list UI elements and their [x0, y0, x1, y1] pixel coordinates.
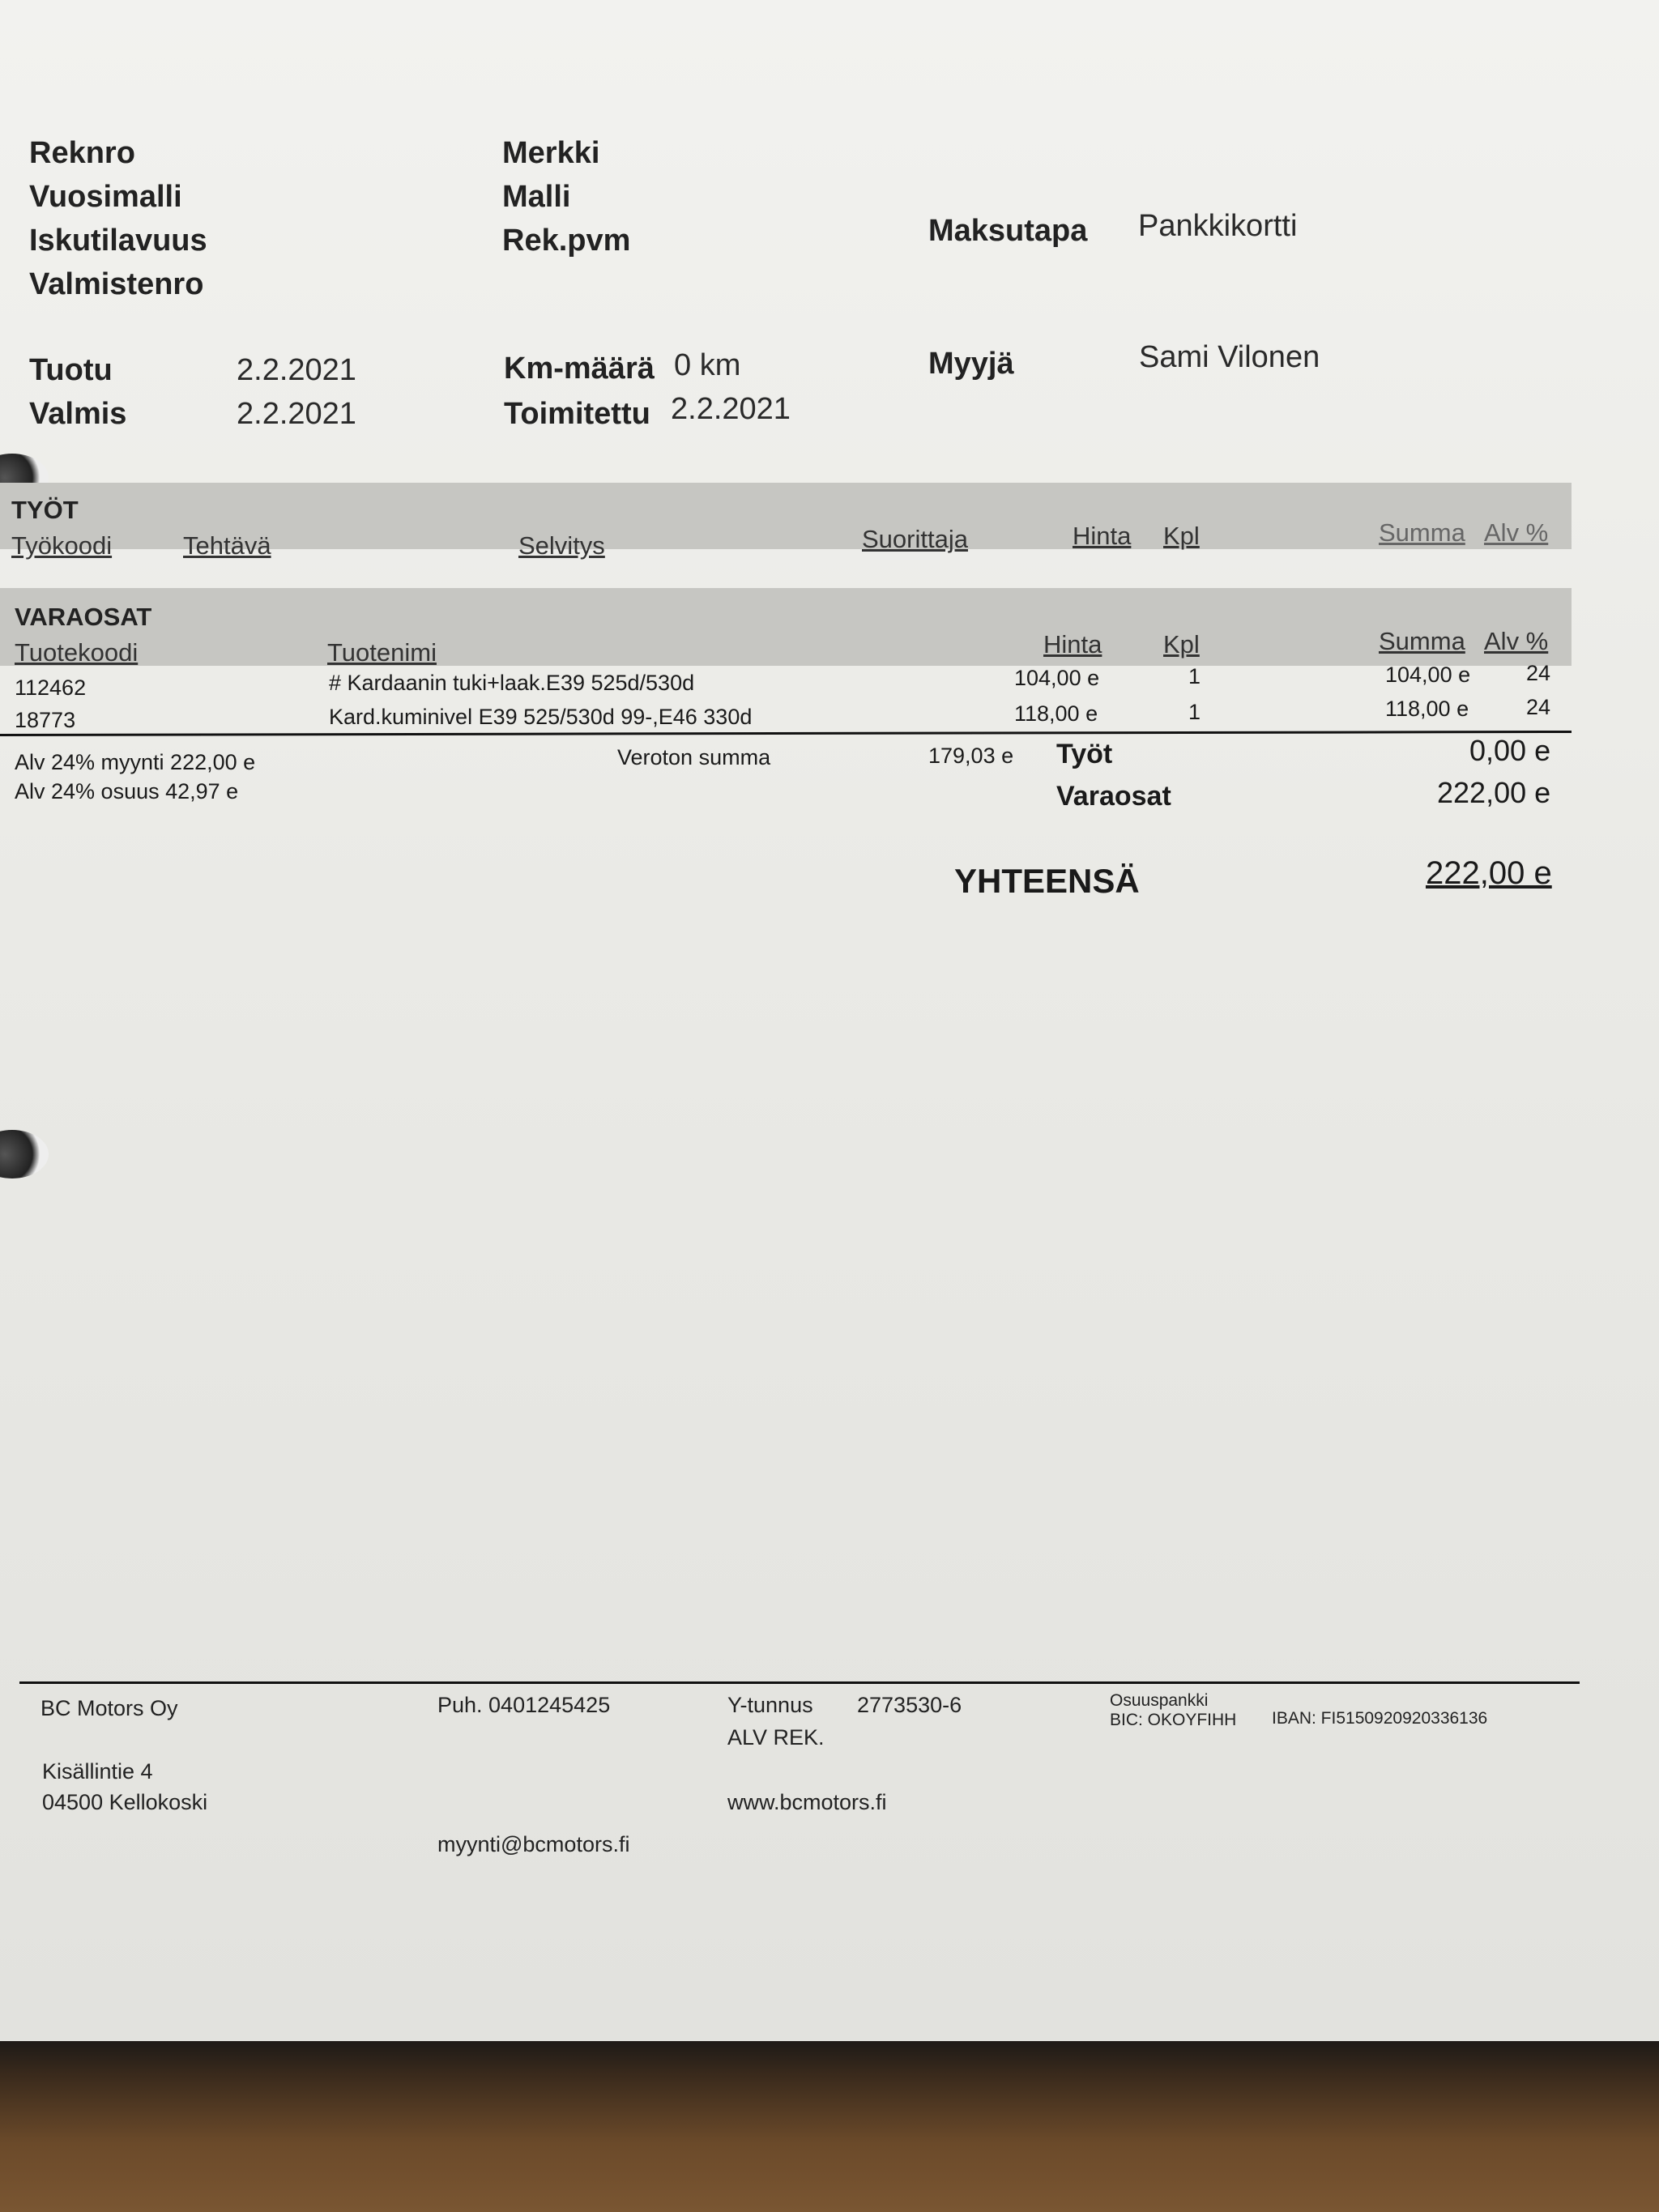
- varaosat-col-tuotekoodi: Tuotekoodi: [15, 638, 139, 667]
- toimitettu-value: 2.2.2021: [671, 392, 791, 426]
- footer-street: Kisällintie 4: [42, 1759, 153, 1784]
- veroton-label: Veroton summa: [617, 745, 771, 769]
- tyot-total-label: Työt: [1056, 739, 1113, 769]
- footer-divider: [19, 1681, 1580, 1684]
- row-price: 104,00 e: [1014, 666, 1100, 690]
- tuotu-value: 2.2.2021: [237, 353, 356, 387]
- tyot-col-summa: Summa: [1379, 518, 1465, 547]
- tuotu-label: Tuotu: [29, 353, 113, 387]
- footer-bic: BIC: OKOYFIHH: [1110, 1711, 1237, 1729]
- toimitettu-label: Toimitettu: [504, 397, 650, 431]
- punch-hole-middle: [0, 1130, 49, 1178]
- valmis-value: 2.2.2021: [237, 397, 356, 431]
- row-code: 18773: [15, 708, 76, 732]
- row-vat: 24: [1526, 661, 1551, 685]
- row-qty: 1: [1188, 664, 1201, 688]
- varaosat-col-alv: Alv %: [1484, 627, 1549, 655]
- footer-iban: IBAN: FI5150920920336136: [1272, 1709, 1488, 1728]
- vuosimalli-label: Vuosimalli: [29, 180, 182, 214]
- maksutapa-label: Maksutapa: [928, 214, 1088, 248]
- tyot-col-hinta: Hinta: [1073, 522, 1132, 550]
- footer-phone: Puh. 0401245425: [437, 1693, 611, 1717]
- row-name: # Kardaanin tuki+laak.E39 525d/530d: [329, 671, 695, 695]
- footer-web: www.bcmotors.fi: [727, 1790, 887, 1814]
- reknro-label: Reknro: [29, 136, 135, 170]
- tyot-col-alv: Alv %: [1484, 518, 1549, 547]
- tyot-col-tehtava: Tehtävä: [183, 531, 271, 560]
- wooden-table-background: [0, 2041, 1659, 2212]
- myyja-value: Sami Vilonen: [1139, 340, 1320, 374]
- varaosat-total-label: Varaosat: [1056, 781, 1171, 812]
- tyot-col-suorittaja: Suorittaja: [862, 525, 968, 553]
- km-label: Km-määrä: [504, 352, 655, 386]
- row-sum: 104,00 e: [1385, 663, 1471, 687]
- myyja-label: Myyjä: [928, 347, 1014, 381]
- varaosat-header-bar: [0, 588, 1572, 666]
- alv-myynti: Alv 24% myynti 222,00 e: [15, 750, 256, 774]
- varaosat-col-hinta: Hinta: [1043, 630, 1102, 658]
- varaosat-title: VARAOSAT: [15, 603, 152, 631]
- footer-company: BC Motors Oy: [41, 1696, 178, 1720]
- row-sum: 118,00 e: [1385, 697, 1469, 721]
- tyot-total-value: 0,00 e: [1469, 734, 1551, 767]
- tyot-col-kpl: Kpl: [1163, 522, 1200, 550]
- tyot-title: TYÖT: [11, 496, 79, 524]
- yhteensa-value: 222,00 e: [1426, 855, 1552, 891]
- varaosat-col-tuotenimi: Tuotenimi: [327, 638, 437, 667]
- valmistenro-label: Valmistenro: [29, 267, 204, 301]
- tyot-col-selvitys: Selvitys: [518, 531, 605, 560]
- rekpvm-label: Rek.pvm: [502, 224, 631, 258]
- veroton-value: 179,03 e: [928, 744, 1014, 768]
- totals-divider: [0, 731, 1572, 736]
- footer-bank: Osuuspankki: [1110, 1691, 1209, 1710]
- iskutilavuus-label: Iskutilavuus: [29, 224, 207, 258]
- maksutapa-value: Pankkikortti: [1138, 209, 1298, 243]
- km-value: 0 km: [674, 348, 741, 382]
- varaosat-total-value: 222,00 e: [1437, 776, 1551, 809]
- row-code: 112462: [15, 676, 87, 700]
- row-qty: 1: [1188, 700, 1201, 724]
- row-vat: 24: [1526, 695, 1551, 719]
- footer-alv-rek: ALV REK.: [727, 1725, 825, 1750]
- row-name: Kard.kuminivel E39 525/530d 99-,E46 330d: [329, 705, 753, 729]
- tyot-col-tyokoodi: Työkoodi: [11, 531, 113, 560]
- footer-email: myynti@bcmotors.fi: [437, 1832, 630, 1856]
- row-price: 118,00 e: [1014, 701, 1098, 726]
- varaosat-col-summa: Summa: [1379, 627, 1465, 655]
- footer-ytunnus-label: Y-tunnus: [727, 1693, 813, 1717]
- yhteensa-label: YHTEENSÄ: [954, 862, 1140, 900]
- valmis-label: Valmis: [29, 397, 127, 431]
- alv-osuus: Alv 24% osuus 42,97 e: [15, 779, 239, 803]
- footer-city: 04500 Kellokoski: [42, 1790, 208, 1814]
- merkki-label: Merkki: [502, 136, 600, 170]
- malli-label: Malli: [502, 180, 571, 214]
- varaosat-col-kpl: Kpl: [1163, 630, 1200, 658]
- footer-ytunnus-value: 2773530-6: [857, 1693, 962, 1717]
